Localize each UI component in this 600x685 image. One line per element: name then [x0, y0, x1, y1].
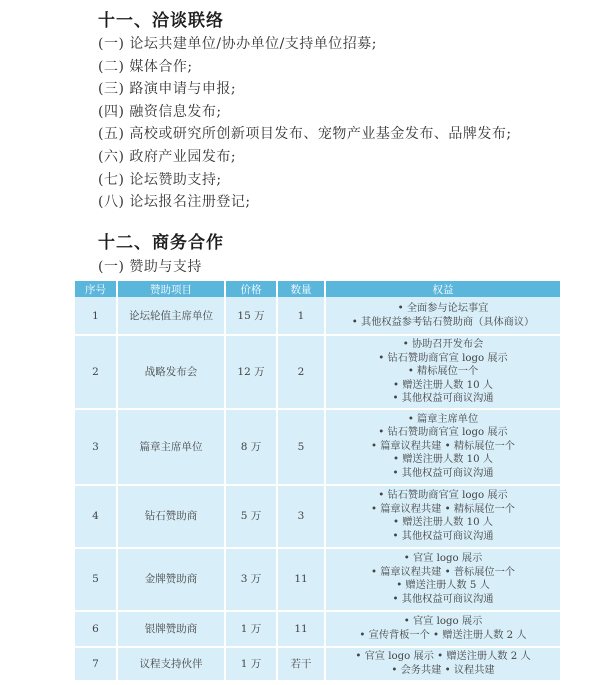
section-11-heading: 十一、洽谈联络	[98, 11, 224, 31]
rights-line: • 赠送注册人数 10 人	[393, 517, 493, 528]
rights-line: • 官宣 logo 展示 • 赠送注册人数 2 人	[355, 651, 531, 662]
rights-line: • 其他权益可商议沟通	[392, 530, 494, 542]
cell-price: 1 万	[225, 611, 277, 647]
rights-line: • 篇章议程共建 • 精标展位一个	[371, 503, 515, 515]
rights-line: • 协助召开发布会	[402, 339, 484, 350]
rights-line: • 官宣 logo 展示	[403, 616, 483, 627]
cell-price: 1 万	[225, 647, 277, 681]
table-row	[75, 611, 560, 647]
cell-rights	[325, 647, 560, 681]
cell-item: 议程支持伙伴	[117, 647, 225, 681]
rights-line: • 篇章议程共建 • 普标展位一个	[371, 566, 515, 578]
cell-item: 论坛轮值主席单位	[117, 297, 225, 335]
cell-no: 4	[75, 485, 117, 548]
cell-rights	[325, 611, 560, 647]
cell-rights	[325, 485, 560, 548]
cell-qty: 若干	[277, 647, 325, 681]
cell-price: 8 万	[225, 409, 277, 485]
cell-item: 篇章主席单位	[117, 409, 225, 485]
cell-rights	[325, 409, 560, 485]
rights-line: • 其他权益参考钻石赞助商（具体商议）	[351, 316, 535, 328]
table-row	[75, 297, 560, 335]
list-item: (三) 路演申请与申报;	[98, 81, 237, 98]
list-item: (四) 融资信息发布;	[98, 103, 222, 120]
rights-line: • 精标展位一个	[407, 366, 479, 377]
rights-line: • 官宣 logo 展示	[403, 553, 483, 564]
cell-qty: 3	[277, 485, 325, 548]
list-item: (七) 论坛赞助支持;	[98, 171, 222, 188]
table-row	[75, 485, 560, 548]
rights-line: • 其他权益可商议沟通	[392, 393, 494, 404]
rights-line: • 其他权益可商议沟通	[392, 467, 494, 479]
section-12-subheading: (一) 赞助与支持	[98, 259, 202, 275]
list-item: (二) 媒体合作;	[98, 58, 193, 75]
sponsorship-table	[75, 281, 560, 682]
rights-line: • 钻石赞助商官宣 logo 展示	[378, 490, 508, 501]
cell-qty: 5	[277, 409, 325, 485]
rights-line: • 宣传背板一个 • 赠送注册人数 2 人	[359, 629, 527, 641]
header-qty: 数量	[277, 281, 325, 297]
cell-no: 1	[75, 297, 117, 335]
list-item: (八) 论坛报名注册登记;	[98, 194, 251, 211]
list-item: (一) 论坛共建单位/协办单位/支持单位招募;	[98, 36, 378, 52]
cell-no: 3	[75, 409, 117, 485]
cell-rights	[325, 335, 560, 409]
rights-line: • 钻石赞助商官宣 logo 展示	[378, 427, 508, 439]
cell-qty: 11	[277, 611, 325, 647]
list-item: (五) 高校或研究所创新项目发布、宠物产业基金发布、品牌发布;	[98, 126, 512, 143]
cell-rights	[325, 297, 560, 335]
contact-items-list	[98, 33, 512, 214]
section-12-heading: 十二、商务合作	[98, 233, 224, 253]
cell-item: 银牌赞助商	[117, 611, 225, 647]
cell-qty: 11	[277, 548, 325, 611]
cell-no: 5	[75, 548, 117, 611]
table-row	[75, 335, 560, 409]
rights-line: • 赠送注册人数 5 人	[396, 580, 490, 591]
table-row	[75, 548, 560, 611]
cell-no: 6	[75, 611, 117, 647]
header-no: 序号	[75, 281, 117, 297]
cell-no: 7	[75, 647, 117, 681]
list-item: (六) 政府产业园发布;	[98, 148, 237, 165]
rights-line: • 钻石赞助商官宣 logo 展示	[378, 352, 508, 364]
cell-item: 战略发布会	[117, 335, 225, 409]
cell-no: 2	[75, 335, 117, 409]
header-rights: 权益	[325, 281, 560, 297]
rights-line: • 篇章主席单位	[407, 413, 479, 425]
rights-line: • 其他权益可商议沟通	[392, 593, 494, 605]
table-row	[75, 647, 560, 681]
header-item: 赞助项目	[117, 281, 225, 297]
cell-price: 5 万	[225, 485, 277, 548]
cell-price: 12 万	[225, 335, 277, 409]
cell-rights	[325, 548, 560, 611]
table-header-row	[75, 281, 560, 297]
cell-qty: 2	[277, 335, 325, 409]
rights-line: • 赠送注册人数 10 人	[393, 454, 493, 466]
rights-line: • 赠送注册人数 10 人	[393, 379, 493, 391]
table-row	[75, 409, 560, 485]
rights-line: • 全面参与论坛事宜	[397, 303, 489, 314]
cell-qty: 1	[277, 297, 325, 335]
header-price: 价格	[225, 281, 277, 297]
rights-line: • 篇章议程共建 • 精标展位一个	[371, 440, 515, 452]
cell-item: 金牌赞助商	[117, 548, 225, 611]
rights-line: • 会务共建 • 议程共建	[391, 664, 495, 676]
cell-item: 钻石赞助商	[117, 485, 225, 548]
cell-price: 15 万	[225, 297, 277, 335]
cell-price: 3 万	[225, 548, 277, 611]
